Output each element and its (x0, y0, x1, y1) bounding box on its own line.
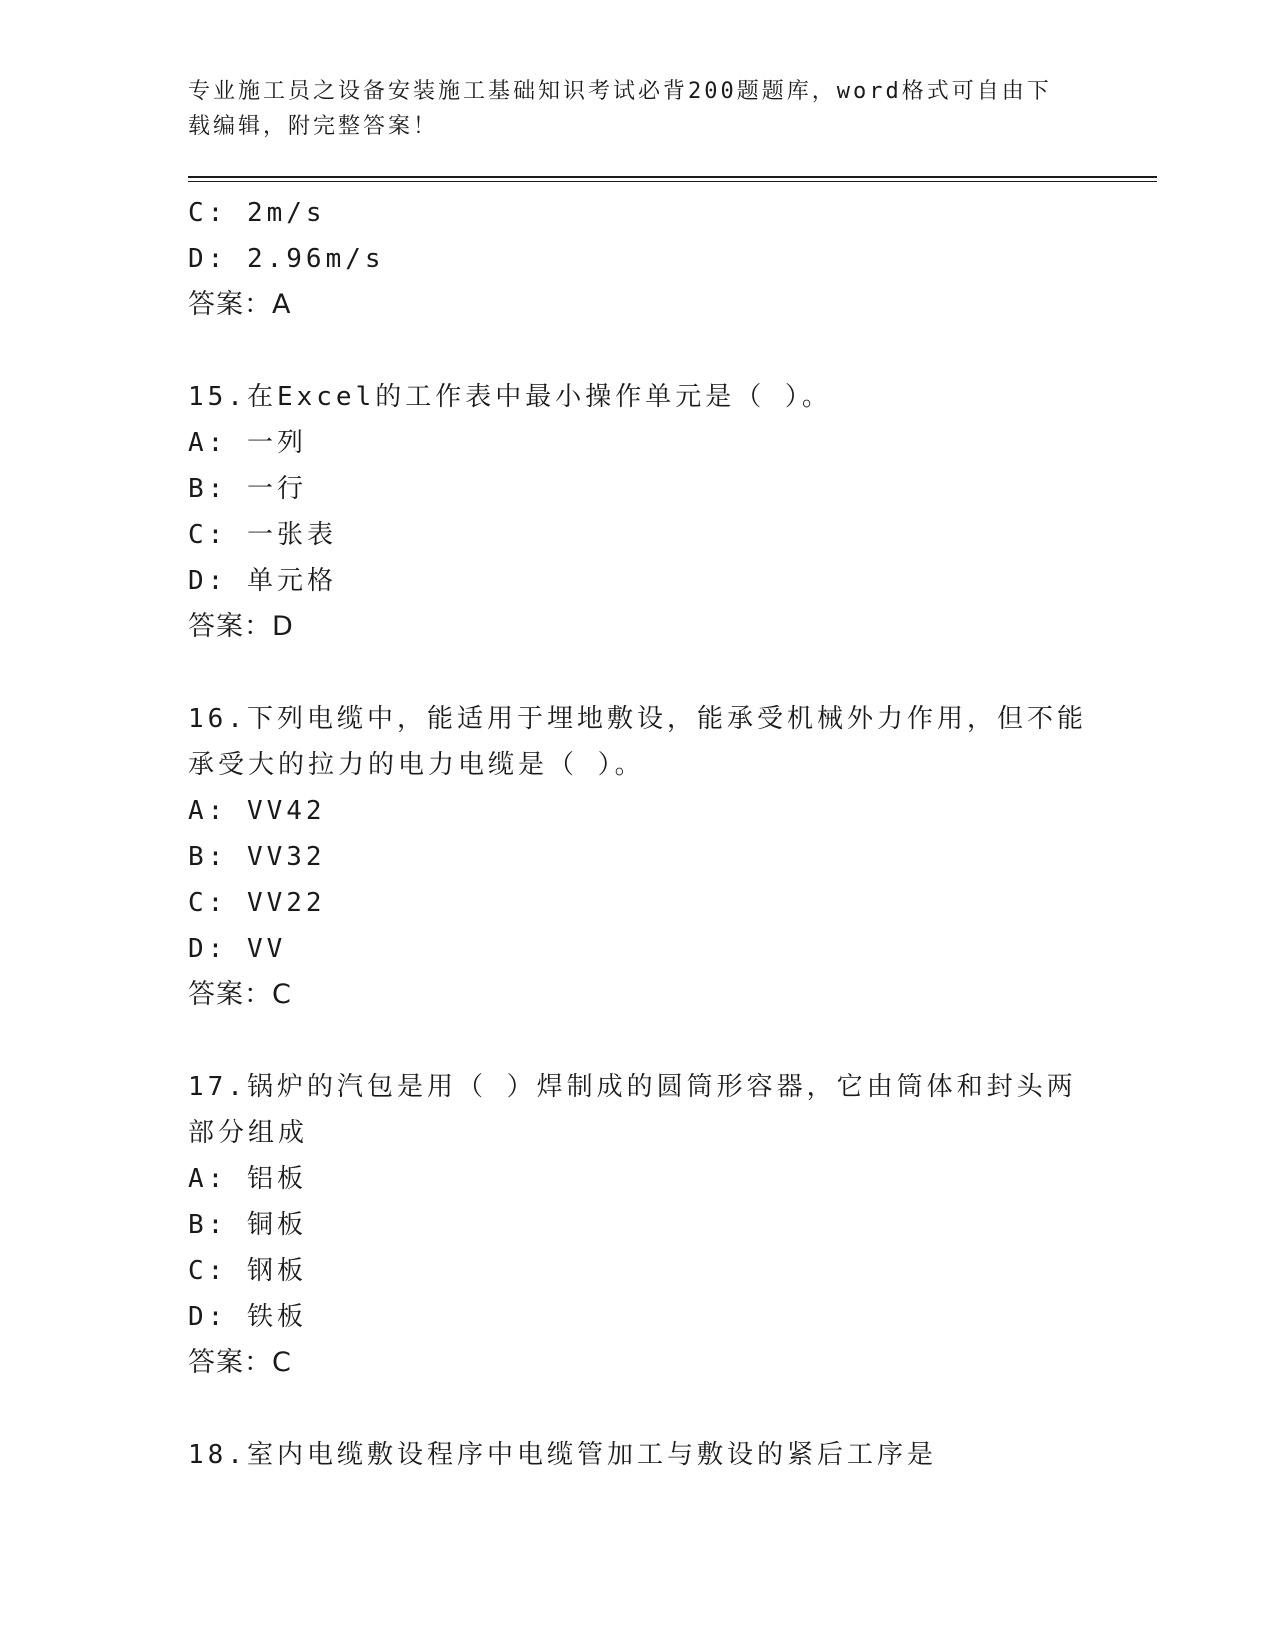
answer-line: 答案：D (188, 611, 294, 642)
question-text: 17.锅炉的汽包是用（ ）焊制成的圆筒形容器，它由筒体和封头两部分组成 (188, 1072, 1077, 1148)
answer-line: 答案：C (188, 1347, 292, 1378)
document-body (188, 190, 1088, 1478)
question-15 (188, 374, 1088, 650)
option-b: B: 一行 (188, 474, 307, 504)
question-17 (188, 1064, 1088, 1386)
option-a: A: VV42 (188, 796, 326, 826)
question-18 (188, 1432, 1088, 1478)
option-a: A: 铝板 (188, 1164, 307, 1194)
answer-line: 答案：C (188, 979, 292, 1010)
question-16 (188, 696, 1088, 1018)
option-c: C: 一张表 (188, 520, 337, 550)
header-divider (188, 176, 1157, 182)
question-text: 16.下列电缆中，能适用于埋地敷设，能承受机械外力作用，但不能承受大的拉力的电力电缆是（ ）。 (188, 704, 1087, 780)
option-c: C: VV22 (188, 888, 326, 918)
option-b: B: 铜板 (188, 1210, 307, 1240)
option-b: B: VV32 (188, 842, 326, 872)
question-text: 18.室内电缆敷设程序中电缆管加工与敷设的紧后工序是 (188, 1440, 937, 1470)
answer-line: 答案：A (188, 289, 292, 320)
option-d: D: 单元格 (188, 566, 337, 596)
option-c: C: 2m/s (188, 198, 326, 228)
option-d: D: 铁板 (188, 1302, 307, 1332)
option-d: D: 2.96m/s (188, 244, 385, 274)
option-a: A: 一列 (188, 428, 307, 458)
partial-question (188, 190, 1088, 328)
option-d: D: VV (188, 934, 287, 964)
option-c: C: 钢板 (188, 1256, 307, 1286)
page-header: 专业施工员之设备安装施工基础知识考试必背200题题库，word格式可自由下载编辑，附完整答案！ (188, 79, 1052, 139)
question-text: 15.在Excel的工作表中最小操作单元是（ ）。 (188, 382, 832, 412)
